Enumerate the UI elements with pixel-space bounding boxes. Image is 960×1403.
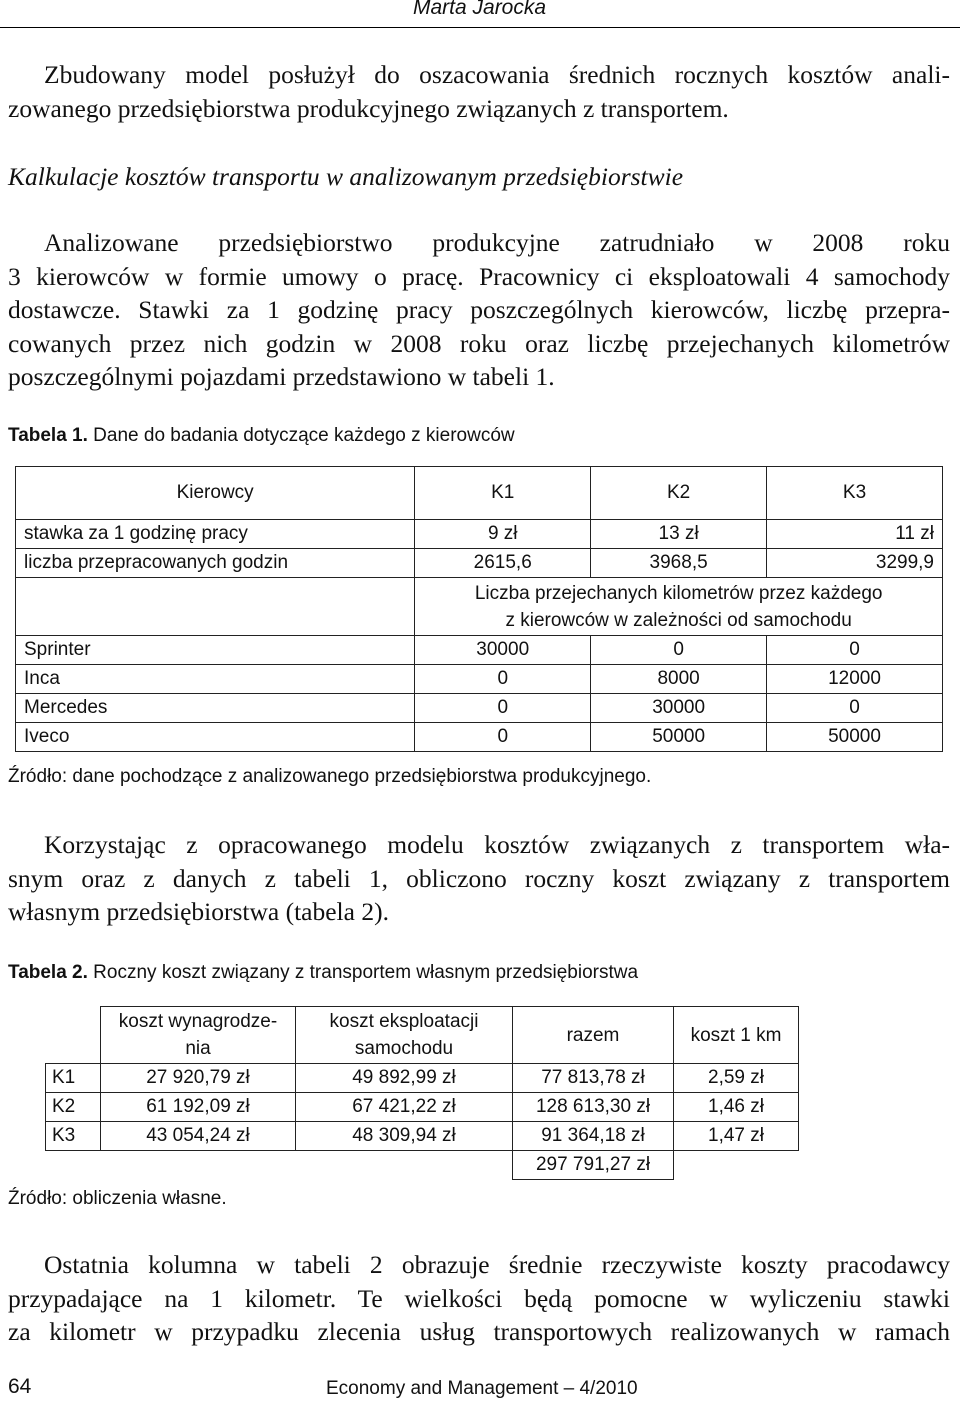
table-cell: 30000 [591, 694, 767, 723]
body-paragraph-3 [8, 828, 950, 929]
table-cell: 0 [767, 694, 943, 723]
row-label: K2 [46, 1093, 101, 1122]
table-cell: 77 813,78 zł [513, 1064, 674, 1093]
table2 [45, 1006, 799, 1180]
table-row [16, 694, 943, 723]
km-header-line: z kierowców w zależności od samochodu [505, 609, 852, 631]
table-cell: 9 zł [415, 520, 591, 549]
vehicle-name: Inca [16, 665, 415, 694]
table-cell: 61 192,09 zł [101, 1093, 296, 1122]
table-cell-empty [16, 578, 415, 636]
body-paragraph-4 [8, 1248, 950, 1349]
table-cell: 50000 [767, 723, 943, 752]
table2-caption [8, 962, 638, 984]
table-row [16, 636, 943, 665]
table-row [16, 665, 943, 694]
table-cell: 0 [415, 694, 591, 723]
vehicle-name: Iveco [16, 723, 415, 752]
table1-rate-row [16, 520, 943, 549]
section-title: Kalkulacje kosztów transportu w analizowanym przedsiębiorstwie [8, 162, 684, 191]
header-line: samochodu [354, 1038, 454, 1059]
table-cell-empty [101, 1151, 296, 1180]
table-cell: 0 [415, 723, 591, 752]
table-cell: 0 [415, 665, 591, 694]
table2-caption-label: Tabela 2. [8, 962, 88, 983]
km-header-line: Liczba przejechanych kilometrów przez każdego [474, 582, 883, 604]
table2-header-cell: razem [513, 1007, 674, 1064]
header-rule [0, 27, 960, 28]
text-line: Ostatnia kolumna w tabeli 2 obrazuje średnie rzeczywiste koszty pracodawcy [44, 1250, 950, 1279]
table-row [46, 1064, 799, 1093]
table-cell: 50000 [591, 723, 767, 752]
text-line: Analizowane przedsiębiorstwo produkcyjne zatrudniało w 2008 roku [44, 228, 950, 257]
table-cell: 3299,9 [767, 549, 943, 578]
table2-caption-text: Roczny koszt związany z transportem własnym przedsiębiorstwa [87, 962, 639, 983]
page-number: 64 [8, 1375, 32, 1398]
table-cell-empty [674, 1151, 799, 1180]
running-header-author: Marta Jarocka [413, 0, 547, 19]
table-cell: 91 364,18 zł [513, 1122, 674, 1151]
text-line: Korzystając z opracowanego modelu kosztów związanych z transportem wła- [44, 830, 950, 859]
table-cell: 128 613,30 zł [513, 1093, 674, 1122]
table1-header-cell: K1 [415, 467, 591, 520]
table-cell: 49 892,99 zł [296, 1064, 513, 1093]
table1-header-cell: K3 [767, 467, 943, 520]
table1-header-cell: Kierowcy [16, 467, 415, 520]
table-cell: 11 zł [767, 520, 943, 549]
row-label: K1 [46, 1064, 101, 1093]
row-label: K3 [46, 1122, 101, 1151]
text-line: poszczególnymi pojazdami przedstawiono w tabeli 1. [8, 362, 555, 391]
text-line: snym oraz z danych z tabeli 1, obliczono roczny koszt związany z transportem [8, 863, 950, 893]
table-cell: 0 [767, 636, 943, 665]
table2-header-cell [101, 1007, 296, 1064]
text-line: zowanego przedsiębiorstwa produkcyjnego związanych z transportem. [8, 93, 729, 123]
table2-total-row [46, 1151, 799, 1180]
table-cell: 0 [591, 636, 767, 665]
table-cell: 13 zł [591, 520, 767, 549]
table1-km-header-row [16, 578, 943, 636]
table-cell: 30000 [415, 636, 591, 665]
journal-footer: Economy and Management – 4/2010 [326, 1378, 638, 1399]
table1-source: Źródło: dane pochodzące z analizowanego przedsiębiorstwa produkcyjnego. [8, 766, 652, 787]
table-cell: 2,59 zł [674, 1064, 799, 1093]
table1-km-header [415, 578, 943, 636]
intro-paragraph [8, 58, 950, 125]
table2-source: Źródło: obliczenia własne. [8, 1188, 227, 1209]
header-line: koszt wynagrodze- [118, 1011, 278, 1032]
text-line: 3 kierowców w formie umowy o pracę. Pracownicy ci eksploatowali 4 samochody [8, 261, 950, 291]
vehicle-name: Mercedes [16, 694, 415, 723]
text-line: Zbudowany model posłużył do oszacowania średnich rocznych kosztów anali- [44, 60, 950, 89]
table-cell: 12000 [767, 665, 943, 694]
table-cell: 8000 [591, 665, 767, 694]
table1-caption [8, 425, 515, 447]
table-cell: 27 920,79 zł [101, 1064, 296, 1093]
table-cell: 2615,6 [415, 549, 591, 578]
table-row [16, 723, 943, 752]
text-line: dostawcze. Stawki za 1 godzinę pracy poszczególnych kierowców, liczbę przepra- [8, 295, 950, 324]
table-cell: 67 421,22 zł [296, 1093, 513, 1122]
table-cell-empty [296, 1151, 513, 1180]
table-cell-empty [46, 1007, 101, 1064]
table-cell-empty [46, 1151, 101, 1180]
table2-header-cell [296, 1007, 513, 1064]
table-cell: 3968,5 [591, 549, 767, 578]
table1-caption-text: Dane do badania dotyczące każdego z kierowców [87, 425, 515, 446]
body-paragraph-2 [8, 226, 950, 394]
table2-header-row [46, 1007, 799, 1064]
table-cell: 48 309,94 zł [296, 1122, 513, 1151]
text-line: przypadające na 1 kilometr. Te wielkości będą pomocne w wyliczeniu stawki [8, 1283, 950, 1313]
vehicle-name: Sprinter [16, 636, 415, 665]
table1-header-cell: K2 [591, 467, 767, 520]
text-line: za kilometr w przypadku zlecenia usług transportowych realizowanych w ramach [8, 1317, 950, 1346]
table-row [46, 1122, 799, 1151]
table2-header-cell: koszt 1 km [674, 1007, 799, 1064]
table1-caption-label: Tabela 1. [8, 425, 88, 446]
header-line: koszt eksploatacji [329, 1011, 479, 1032]
table2-total: 297 791,27 zł [513, 1151, 674, 1180]
text-line: cowanych przez nich godzin w 2008 roku oraz liczbę przejechanych kilometrów [8, 328, 950, 358]
header-line: nia [185, 1038, 211, 1059]
table-cell: stawka za 1 godzinę pracy [16, 520, 415, 549]
table1 [15, 466, 943, 752]
table-cell: liczba przepracowanych godzin [16, 549, 415, 578]
text-line: własnym przedsiębiorstwa (tabela 2). [8, 897, 389, 926]
table-cell: 1,46 zł [674, 1093, 799, 1122]
table1-header-row [16, 467, 943, 520]
table-cell: 43 054,24 zł [101, 1122, 296, 1151]
table-cell: 1,47 zł [674, 1122, 799, 1151]
table1-hours-row [16, 549, 943, 578]
table-row [46, 1093, 799, 1122]
